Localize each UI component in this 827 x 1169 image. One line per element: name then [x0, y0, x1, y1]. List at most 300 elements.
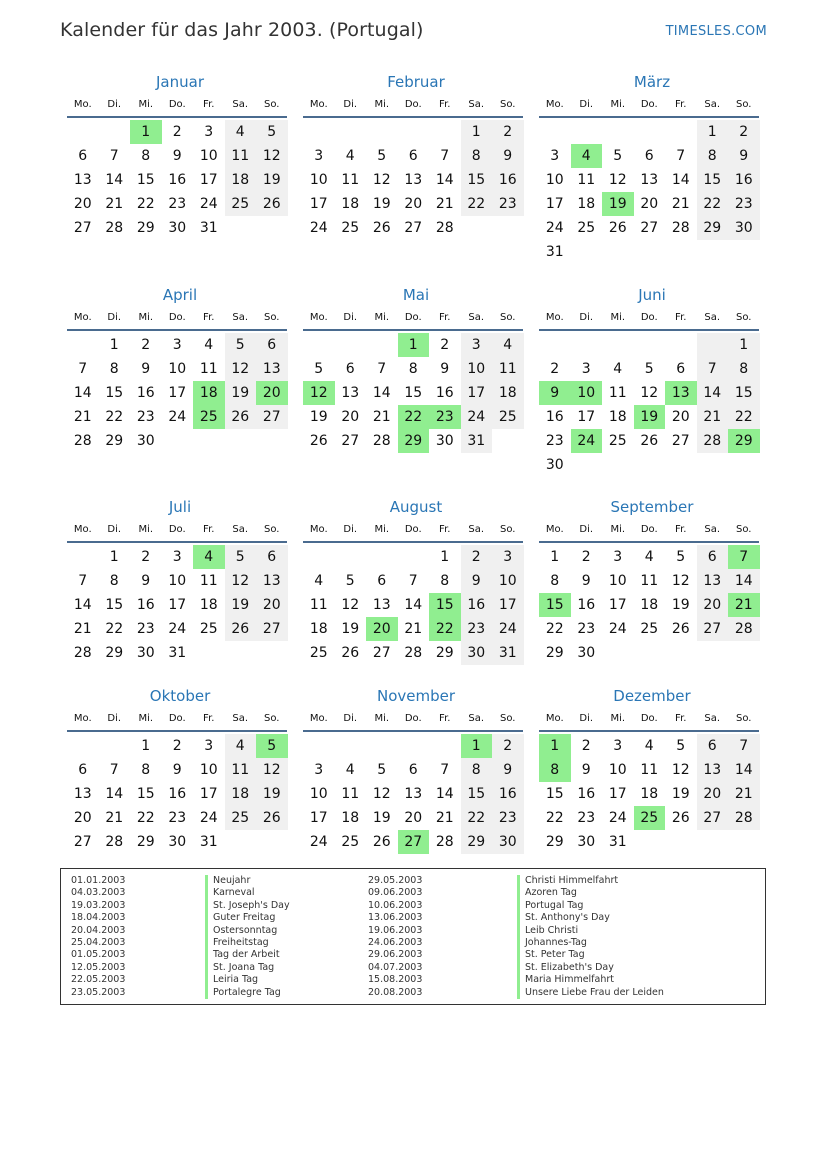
day-cell: 19	[372, 810, 391, 826]
holiday-legend	[60, 868, 766, 1005]
holiday-date: 01.05.2003	[71, 949, 126, 961]
holiday-day-cell: 19	[634, 405, 666, 429]
month-name: Oktober	[149, 687, 211, 705]
day-cell: 30	[461, 641, 493, 665]
weekday-label: Mo.	[73, 312, 92, 323]
holiday-name: Guter Freitag	[205, 912, 290, 924]
day-cell: 7	[697, 357, 729, 381]
day-cell: 17	[168, 597, 187, 613]
day-cell: 21	[435, 196, 454, 212]
empty-cell	[398, 734, 430, 758]
day-cell: 8	[461, 758, 493, 782]
holiday-name: Christi Himmelfahrt	[517, 875, 664, 887]
holiday-date: 24.06.2003	[368, 936, 423, 948]
month-juli	[67, 497, 289, 665]
day-cell: 4	[314, 573, 324, 589]
empty-cell	[697, 641, 729, 665]
day-cell: 2	[172, 124, 182, 140]
empty-cell	[256, 641, 288, 665]
day-cell: 19	[671, 597, 690, 613]
day-cell: 29	[435, 645, 454, 661]
day-cell: 26	[225, 617, 257, 641]
month-name: Juni	[638, 286, 666, 304]
holiday-day-cell: 29	[728, 429, 760, 453]
day-cell: 28	[671, 220, 690, 236]
day-cell: 22	[105, 621, 124, 637]
day-cell: 27	[256, 617, 288, 641]
day-cell: 20	[697, 593, 729, 617]
day-cell: 22	[105, 409, 124, 425]
empty-cell	[697, 453, 729, 477]
weekday-label: Do.	[168, 524, 186, 535]
day-cell: 21	[671, 196, 690, 212]
day-cell: 3	[613, 738, 623, 754]
day-cell: 30	[168, 834, 187, 850]
empty-cell	[335, 120, 367, 144]
empty-cell	[461, 216, 493, 240]
holiday-day-cell: 10	[571, 381, 603, 405]
weekday-label: Mo.	[545, 99, 564, 110]
legend-date-column	[368, 875, 422, 999]
empty-cell	[99, 120, 131, 144]
day-cell: 9	[172, 762, 182, 778]
weekday-label: Di.	[343, 312, 358, 323]
weekday-label: Di.	[579, 524, 594, 535]
empty-cell	[193, 641, 225, 665]
holiday-day-cell: 9	[539, 381, 571, 405]
weekday-header	[303, 309, 525, 327]
day-cell: 10	[309, 786, 328, 802]
day-cell: 11	[577, 172, 596, 188]
day-cell: 4	[644, 738, 654, 754]
day-cell: 28	[404, 645, 423, 661]
weekday-label: So.	[500, 312, 516, 323]
weekday-label: Sa.	[468, 713, 485, 724]
day-cell: 23	[136, 621, 155, 637]
header-rule	[67, 329, 287, 331]
empty-cell	[335, 545, 367, 569]
day-cell: 13	[256, 357, 288, 381]
empty-cell	[697, 333, 729, 357]
weekday-label: Di.	[107, 713, 122, 724]
holiday-date: 09.06.2003	[368, 887, 423, 899]
holiday-date: 13.06.2003	[368, 912, 423, 924]
day-cell: 6	[377, 573, 387, 589]
header-rule	[67, 541, 287, 543]
day-cell: 10	[608, 573, 627, 589]
weekday-label: Sa.	[704, 99, 721, 110]
holiday-day-cell: 15	[429, 593, 461, 617]
day-cell: 11	[608, 385, 627, 401]
weekday-label: Mi.	[610, 524, 626, 535]
day-cell: 29	[136, 220, 155, 236]
day-cell: 29	[461, 830, 493, 854]
day-cell: 16	[136, 597, 155, 613]
holiday-date: 20.04.2003	[71, 924, 126, 936]
day-cell: 24	[608, 621, 627, 637]
day-cell: 13	[697, 569, 729, 593]
weekday-label: Do.	[404, 713, 422, 724]
day-cell: 25	[608, 433, 627, 449]
day-cell: 24	[199, 196, 218, 212]
day-cell: 17	[309, 196, 328, 212]
day-cell: 1	[697, 120, 729, 144]
day-cell: 6	[345, 361, 355, 377]
day-cell: 10	[168, 573, 187, 589]
empty-cell	[225, 830, 257, 854]
weekday-label: So.	[264, 312, 280, 323]
holiday-date: 12.05.2003	[71, 961, 126, 973]
day-cell: 17	[461, 381, 493, 405]
weekday-label: Mi.	[610, 713, 626, 724]
day-cell: 10	[199, 762, 218, 778]
weekday-label: Di.	[579, 312, 594, 323]
day-cell: 1	[550, 549, 560, 565]
empty-cell	[602, 240, 634, 264]
day-cell: 3	[613, 549, 623, 565]
day-grid	[539, 120, 761, 264]
weekday-label: Mi.	[374, 99, 390, 110]
weekday-label: So.	[736, 99, 752, 110]
day-cell: 7	[377, 361, 387, 377]
day-cell: 4	[613, 361, 623, 377]
day-cell: 30	[168, 220, 187, 236]
day-cell: 25	[577, 220, 596, 236]
day-cell: 16	[492, 168, 524, 192]
day-cell: 1	[461, 120, 493, 144]
day-cell: 7	[440, 148, 450, 164]
day-cell: 7	[78, 361, 88, 377]
holiday-date: 19.03.2003	[71, 899, 126, 911]
day-cell: 1	[728, 333, 760, 357]
day-cell: 15	[461, 782, 493, 806]
day-cell: 11	[199, 573, 218, 589]
day-cell: 14	[404, 597, 423, 613]
weekday-label: Mo.	[545, 524, 564, 535]
day-cell: 30	[728, 216, 760, 240]
day-cell: 25	[309, 645, 328, 661]
month-name: März	[633, 73, 671, 91]
day-cell: 6	[408, 148, 418, 164]
day-cell: 14	[105, 786, 124, 802]
holiday-day-cell: 18	[193, 381, 225, 405]
day-cell: 23	[136, 409, 155, 425]
weekday-label: Mo.	[309, 524, 328, 535]
month-märz	[539, 72, 761, 264]
day-cell: 11	[640, 573, 659, 589]
month-name: September	[610, 498, 694, 516]
empty-cell	[697, 240, 729, 264]
day-cell: 4	[345, 762, 355, 778]
empty-cell	[571, 453, 603, 477]
weekday-label: Mi.	[138, 99, 154, 110]
day-cell: 10	[492, 569, 524, 593]
day-grid	[539, 734, 761, 854]
weekday-label: So.	[500, 713, 516, 724]
empty-cell	[225, 429, 257, 453]
day-cell: 10	[545, 172, 564, 188]
day-cell: 5	[676, 549, 686, 565]
day-cell: 8	[550, 573, 560, 589]
header-rule	[539, 730, 759, 732]
day-cell: 20	[404, 810, 423, 826]
weekday-label: Do.	[640, 312, 658, 323]
day-cell: 24	[168, 621, 187, 637]
month-name: Dezember	[613, 687, 691, 705]
day-cell: 30	[136, 645, 155, 661]
weekday-label: Sa.	[232, 312, 249, 323]
month-april	[67, 285, 289, 453]
day-cell: 3	[172, 549, 182, 565]
day-cell: 7	[728, 734, 760, 758]
day-grid	[539, 333, 761, 477]
day-cell: 16	[136, 385, 155, 401]
day-cell: 20	[671, 409, 690, 425]
weekday-label: Mo.	[309, 312, 328, 323]
weekday-header	[303, 710, 525, 728]
day-cell: 6	[676, 361, 686, 377]
weekday-header	[303, 96, 525, 114]
empty-cell	[728, 453, 760, 477]
day-cell: 31	[461, 429, 493, 453]
empty-cell	[225, 641, 257, 665]
day-cell: 22	[461, 806, 493, 830]
day-cell: 10	[168, 361, 187, 377]
day-cell: 10	[608, 762, 627, 778]
weekday-label: Mo.	[73, 524, 92, 535]
day-cell: 5	[225, 545, 257, 569]
day-cell: 25	[341, 834, 360, 850]
day-cell: 28	[435, 220, 454, 236]
day-cell: 14	[435, 172, 454, 188]
empty-cell	[492, 429, 524, 453]
day-cell: 21	[105, 196, 124, 212]
day-cell: 24	[545, 220, 564, 236]
empty-cell	[665, 641, 697, 665]
holiday-date: 29.05.2003	[368, 875, 423, 886]
day-cell: 19	[256, 782, 288, 806]
day-cell: 7	[109, 762, 119, 778]
site-link[interactable]: TIMESLES.COM	[665, 24, 767, 39]
day-cell: 3	[314, 148, 324, 164]
holiday-name: Leib Christi	[517, 925, 664, 937]
day-cell: 9	[492, 144, 524, 168]
day-cell: 6	[256, 545, 288, 569]
day-cell: 20	[256, 593, 288, 617]
weekday-label: Mo.	[545, 713, 564, 724]
day-cell: 16	[577, 786, 596, 802]
day-cell: 5	[345, 573, 355, 589]
day-cell: 17	[199, 786, 218, 802]
day-cell: 23	[168, 196, 187, 212]
empty-cell	[256, 216, 288, 240]
day-cell: 18	[199, 597, 218, 613]
day-cell: 23	[577, 810, 596, 826]
holiday-date: 19.06.2003	[368, 924, 423, 936]
weekday-label: So.	[500, 524, 516, 535]
empty-cell	[665, 830, 697, 854]
day-cell: 14	[73, 385, 92, 401]
weekday-label: Fr.	[203, 524, 215, 535]
day-cell: 2	[581, 738, 591, 754]
legend-date-column	[71, 875, 125, 999]
day-cell: 28	[728, 806, 760, 830]
month-mai	[303, 285, 525, 453]
day-cell: 12	[225, 569, 257, 593]
day-cell: 22	[728, 405, 760, 429]
empty-cell	[665, 333, 697, 357]
day-cell: 18	[640, 786, 659, 802]
day-cell: 8	[440, 573, 450, 589]
day-cell: 12	[341, 597, 360, 613]
day-cell: 23	[492, 192, 524, 216]
day-cell: 18	[640, 597, 659, 613]
day-cell: 15	[545, 786, 564, 802]
day-cell: 8	[109, 361, 119, 377]
page-title: Kalender für das Jahr 2003. (Portugal)	[60, 19, 424, 41]
day-cell: 16	[168, 786, 187, 802]
holiday-day-cell: 29	[398, 429, 430, 453]
empty-cell	[634, 333, 666, 357]
empty-cell	[602, 453, 634, 477]
holiday-date: 23.05.2003	[71, 986, 126, 998]
day-cell: 28	[105, 834, 124, 850]
holiday-name: St. Peter Tag	[517, 949, 664, 961]
day-cell: 13	[73, 786, 92, 802]
day-cell: 24	[168, 409, 187, 425]
weekday-header	[539, 521, 761, 539]
month-august	[303, 497, 525, 665]
day-cell: 29	[105, 645, 124, 661]
day-cell: 9	[440, 361, 450, 377]
empty-cell	[366, 333, 398, 357]
weekday-label: Sa.	[232, 713, 249, 724]
weekday-label: Fr.	[203, 312, 215, 323]
empty-cell	[728, 830, 760, 854]
day-grid	[303, 333, 525, 453]
day-cell: 3	[314, 762, 324, 778]
day-cell: 26	[372, 834, 391, 850]
day-cell: 21	[105, 810, 124, 826]
day-cell: 8	[109, 573, 119, 589]
legend-name-column	[205, 875, 290, 999]
weekday-label: Mi.	[610, 312, 626, 323]
day-cell: 9	[728, 144, 760, 168]
weekday-label: Sa.	[704, 524, 721, 535]
weekday-label: Mi.	[138, 524, 154, 535]
day-cell: 15	[697, 168, 729, 192]
empty-cell	[697, 830, 729, 854]
day-cell: 11	[341, 172, 360, 188]
holiday-name: Leiria Tag	[205, 974, 290, 986]
empty-cell	[67, 333, 99, 357]
day-cell: 12	[671, 573, 690, 589]
empty-cell	[665, 453, 697, 477]
day-cell: 13	[372, 597, 391, 613]
day-cell: 27	[256, 405, 288, 429]
holiday-name: Azoren Tag	[517, 887, 664, 899]
day-cell: 24	[309, 220, 328, 236]
day-cell: 18	[577, 196, 596, 212]
day-cell: 15	[105, 385, 124, 401]
day-cell: 6	[697, 545, 729, 569]
day-cell: 22	[136, 810, 155, 826]
day-cell: 19	[225, 381, 257, 405]
day-cell: 27	[372, 645, 391, 661]
day-cell: 15	[404, 385, 423, 401]
month-november	[303, 686, 525, 854]
empty-cell	[398, 545, 430, 569]
day-cell: 21	[372, 409, 391, 425]
holiday-day-cell: 24	[571, 429, 603, 453]
weekday-label: Di.	[343, 99, 358, 110]
day-cell: 19	[372, 196, 391, 212]
day-cell: 28	[728, 617, 760, 641]
empty-cell	[193, 429, 225, 453]
day-cell: 8	[728, 357, 760, 381]
header-rule	[67, 116, 287, 118]
day-cell: 6	[644, 148, 654, 164]
day-cell: 5	[225, 333, 257, 357]
day-cell: 14	[105, 172, 124, 188]
day-cell: 14	[697, 381, 729, 405]
day-cell: 11	[341, 786, 360, 802]
weekday-label: Do.	[404, 524, 422, 535]
day-cell: 16	[168, 172, 187, 188]
day-cell: 24	[461, 405, 493, 429]
weekday-label: Do.	[168, 713, 186, 724]
day-cell: 26	[256, 806, 288, 830]
holiday-name: St. Joseph's Day	[205, 900, 290, 912]
weekday-label: Di.	[579, 99, 594, 110]
day-cell: 16	[461, 593, 493, 617]
empty-cell	[256, 429, 288, 453]
header-rule	[67, 730, 287, 732]
weekday-label: Di.	[107, 99, 122, 110]
legend-name-column	[517, 875, 664, 999]
day-cell: 17	[492, 593, 524, 617]
day-cell: 14	[372, 385, 391, 401]
day-cell: 26	[608, 220, 627, 236]
empty-cell	[571, 333, 603, 357]
day-cell: 5	[644, 361, 654, 377]
empty-cell	[429, 734, 461, 758]
holiday-day-cell: 4	[193, 545, 225, 569]
holiday-day-cell: 7	[728, 545, 760, 569]
day-grid	[303, 545, 525, 665]
month-name: Januar	[156, 73, 204, 91]
day-cell: 2	[550, 361, 560, 377]
weekday-label: Di.	[343, 713, 358, 724]
holiday-date: 15.08.2003	[368, 974, 423, 986]
day-cell: 3	[204, 124, 214, 140]
weekday-label: Mi.	[374, 312, 390, 323]
weekday-label: Do.	[404, 99, 422, 110]
day-cell: 12	[225, 357, 257, 381]
day-cell: 7	[78, 573, 88, 589]
weekday-label: Do.	[640, 99, 658, 110]
empty-cell	[539, 333, 571, 357]
month-september	[539, 497, 761, 665]
day-cell: 23	[728, 192, 760, 216]
day-cell: 30	[435, 433, 454, 449]
day-cell: 16	[577, 597, 596, 613]
holiday-name: Tag der Arbeit	[205, 949, 290, 961]
day-cell: 2	[440, 337, 450, 353]
weekday-label: Fr.	[675, 99, 687, 110]
day-cell: 5	[256, 120, 288, 144]
day-cell: 26	[341, 645, 360, 661]
